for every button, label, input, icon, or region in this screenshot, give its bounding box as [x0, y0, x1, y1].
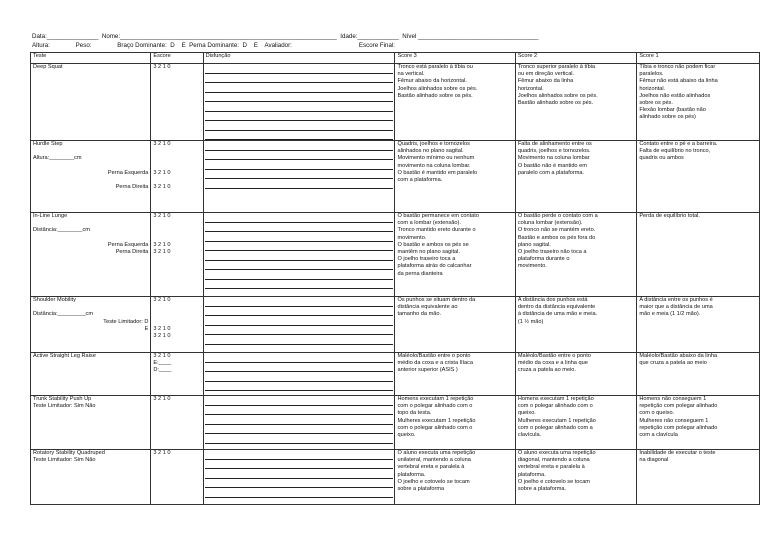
score-cell-line: 3 2 1 0: [153, 169, 171, 176]
score3-criteria-cell-line: O joelho e cotovelo se tocam: [397, 478, 470, 485]
test-name-cell: [31, 213, 151, 297]
score-cell: [151, 450, 203, 505]
test-name-cell-line: E: [144, 325, 149, 332]
dysfunction-write-line[interactable]: [205, 382, 394, 392]
score2-criteria-cell-line: Homens executam 1 repetição: [517, 396, 594, 402]
score2-criteria-cell-line: Movimento na coluna lombar: [517, 155, 590, 162]
score2-criteria-cell: [515, 64, 637, 141]
dysfunction-write-line[interactable]: [205, 406, 394, 416]
dysfunction-write-line[interactable]: [205, 372, 394, 382]
dysfunction-write-line[interactable]: [205, 297, 394, 307]
score1-criteria-cell-line: Contato entre o pé e a barreira.: [639, 141, 718, 147]
score1-criteria-cell-line: na diagonal: [639, 457, 669, 464]
dysfunction-write-line[interactable]: [205, 261, 394, 271]
score2-criteria-cell-line: plataforma durante o: [517, 256, 570, 263]
col-header-disfuncao: Disfunção: [203, 53, 395, 64]
score-cell: [151, 64, 203, 141]
score-cell: [151, 353, 203, 396]
score1-criteria-cell-line: mão e meia (1 1/2 mão).: [639, 311, 701, 318]
score2-criteria-cell: [515, 450, 637, 505]
test-name-cell: [31, 353, 151, 396]
dysfunction-cell: [203, 297, 395, 353]
table-row: [31, 213, 760, 297]
score1-criteria-cell-line: Inabilidade de executar o teste: [639, 450, 716, 456]
dysfunction-write-line[interactable]: [205, 270, 394, 280]
score1-criteria-cell-line: Perda de equilíbrio total.: [639, 213, 700, 219]
score-cell-line: 3 2 1 0: [153, 64, 171, 70]
dysfunction-write-line[interactable]: [205, 74, 394, 84]
score-cell-line: 3 2 1 0: [153, 184, 171, 191]
dysfunction-write-line[interactable]: [205, 83, 394, 93]
score1-criteria-cell-line: Tíbia e tronco não podem ficar: [639, 64, 716, 70]
score1-criteria-cell-line: paralelos.: [639, 71, 664, 78]
table-row: [31, 450, 760, 505]
score-cell-line: 3 2 1 0: [153, 241, 171, 248]
score3-criteria-cell-line: queixo.: [397, 432, 416, 439]
score1-criteria-cell-line: horizontal.: [639, 85, 666, 92]
dysfunction-write-line[interactable]: [205, 353, 394, 363]
score1-criteria-cell: [637, 141, 760, 213]
score1-criteria-cell-line: alinhado sobre os pés): [639, 114, 696, 121]
dysfunction-cell: [203, 141, 395, 213]
score1-criteria-cell-line: maior que a distância de uma: [639, 304, 713, 311]
score2-criteria-cell-line: Joelhos alinhados sobre os pés.: [517, 92, 598, 99]
test-name-cell-line: Teste Limitador: Sim Não: [33, 403, 96, 410]
score2-criteria-cell-line: com o polegar alinhado com a: [517, 424, 593, 431]
score2-criteria-cell-line: plano sagital.: [517, 241, 551, 248]
score2-criteria-cell-line: Falta de alinhamento entre os: [517, 141, 592, 147]
score-cell-line: [153, 155, 200, 162]
score1-criteria-cell: [637, 297, 760, 353]
score3-criteria-cell-line: O bastão permanece em contato: [397, 213, 479, 219]
score-cell-line: [153, 148, 200, 155]
score2-criteria-cell-line: dentro da distância equivalente: [517, 304, 596, 311]
test-name-cell-line: [33, 163, 148, 170]
score3-criteria-cell-line: O joelho traseiro toca a: [397, 256, 456, 263]
score2-criteria-cell-line: ou em direção vertical.: [517, 71, 575, 78]
score2-criteria-cell-line: sobre a plataforma.: [517, 486, 567, 493]
score2-criteria-cell: [515, 141, 637, 213]
score3-criteria-cell-line: anterior superior (ASIS ): [397, 367, 458, 374]
score2-criteria-cell-line: O tronco não se mantém ereto.: [517, 227, 596, 234]
score-cell-line: 3 2 1 0: [153, 353, 171, 359]
score3-criteria-cell-line: com o polegar alinhado com o: [397, 424, 473, 431]
score2-criteria-cell-line: coluna lombar (extensão).: [517, 220, 583, 227]
test-name-cell-line: Shoulder Mobility: [33, 297, 76, 303]
test-name-cell-line: Perna Direita: [115, 184, 149, 191]
test-name-cell: [31, 450, 151, 505]
score1-criteria-cell-line: Falta de equilíbrio no tronco,: [639, 148, 711, 155]
score2-criteria-cell-line: paralelo com a plataforma.: [517, 169, 585, 176]
dysfunction-write-line[interactable]: [205, 151, 394, 161]
score1-criteria-cell-line: repetição com polegar alinhado: [639, 403, 718, 410]
score3-criteria-cell: [395, 396, 515, 450]
score3-criteria-cell-line: alinhados no plano sagital.: [397, 148, 464, 155]
dysfunction-cell: [203, 353, 395, 396]
score2-criteria-cell: [515, 396, 637, 450]
score1-criteria-cell: [637, 396, 760, 450]
score1-criteria-cell-line: quadris ou ambos: [639, 155, 684, 162]
score3-criteria-cell-line: médio da coxa e a crista Ilíaca: [397, 360, 474, 367]
test-name-cell-line: Teste Limitador: Sim Não: [33, 457, 96, 464]
test-name-cell-line: [33, 148, 148, 155]
score3-criteria-cell-line: O bastão e ambos os pés se: [397, 241, 469, 248]
score2-criteria-cell-line: com o polegar alinhado com o: [517, 403, 593, 410]
test-name-cell-line: [33, 304, 148, 311]
score1-criteria-cell-line: que cruza a patela ao meio: [639, 360, 707, 367]
test-name-cell-line: Rotatory Stability Quadruped: [33, 450, 105, 456]
score-cell-line: 3 2 1 0: [153, 332, 171, 339]
score2-criteria-cell-line: (1 ½ mão): [517, 318, 544, 325]
score3-criteria-cell-line: O bastão é mantido em paralelo: [397, 169, 478, 176]
fms-score-table: [30, 52, 760, 505]
score-cell-line: [153, 177, 200, 184]
score1-criteria-cell-line: sobre os pés.: [639, 100, 673, 107]
dysfunction-write-line[interactable]: [205, 160, 394, 170]
test-name-cell-line: Altura:________cm: [33, 155, 82, 162]
score1-criteria-cell-line: A distância entre os punhos é: [639, 297, 713, 303]
score3-criteria-cell: [395, 64, 515, 141]
score3-criteria-cell-line: movimento.: [397, 234, 427, 241]
test-name-cell: [31, 141, 151, 213]
score-cell-line: 3 2 1 0: [153, 213, 171, 219]
score-cell: [151, 213, 203, 297]
dysfunction-write-line[interactable]: [205, 450, 394, 460]
test-name-cell-line: Trunk Stability Push Up: [33, 396, 92, 402]
dysfunction-write-line[interactable]: [205, 102, 394, 112]
score2-criteria-cell-line: O joelho e cotovelo se tocam: [517, 478, 590, 485]
dysfunction-write-line[interactable]: [205, 326, 394, 336]
score1-criteria-cell-line: Fêmur não está abaixo da linha: [639, 78, 718, 85]
score2-criteria-cell-line: Mulheres executam 1 repetição: [517, 417, 596, 424]
score3-criteria-cell-line: com a plataforma.: [397, 177, 443, 184]
score3-criteria-cell-line: com a lombar (extensão).: [397, 220, 461, 227]
score-cell-line: [153, 304, 200, 311]
score2-criteria-cell: [515, 213, 637, 297]
test-name-cell-line: Perna Direita: [115, 248, 149, 255]
score3-criteria-cell-line: Bastão alinhado sobre os pés.: [397, 92, 473, 99]
score3-criteria-cell: [395, 297, 515, 353]
score2-criteria-cell-line: movimento.: [517, 263, 547, 270]
test-name-cell-line: Active Straight Leg Raise: [33, 353, 96, 359]
dysfunction-write-line[interactable]: [205, 316, 394, 326]
score3-criteria-cell-line: na vertical.: [397, 71, 425, 78]
score2-criteria-cell: [515, 297, 637, 353]
test-name-cell-line: [33, 177, 148, 184]
score3-criteria-cell: [395, 450, 515, 505]
dysfunction-write-line[interactable]: [205, 179, 394, 189]
dysfunction-write-line[interactable]: [205, 479, 394, 489]
score3-criteria-cell-line: Maléolo/Bastão entre o ponto: [397, 353, 471, 359]
score2-criteria-cell-line: Tronco superior paralelo à tíbia: [517, 64, 596, 70]
score2-criteria-cell-line: plataforma.: [517, 471, 546, 478]
score2-criteria-cell: [515, 353, 637, 396]
dysfunction-write-line[interactable]: [205, 141, 394, 151]
score-cell: [151, 396, 203, 450]
dysfunction-write-line[interactable]: [205, 213, 394, 223]
score3-criteria-cell-line: plataforma.: [397, 471, 426, 478]
score3-criteria-cell-line: distância equivalente ao: [397, 304, 458, 311]
test-name-cell-line: Distância:_________cm: [33, 311, 94, 318]
score3-criteria-cell: [395, 353, 515, 396]
dysfunction-write-line[interactable]: [205, 396, 394, 406]
score3-criteria-cell-line: Joelhos alinhados sobre os pés.: [397, 85, 478, 92]
dysfunction-cell: [203, 396, 395, 450]
score2-criteria-cell-line: horizontal.: [517, 85, 544, 92]
score3-criteria-cell-line: Homens executam 1 repetição: [397, 396, 474, 402]
score3-criteria-cell-line: O aluno executa uma repetição: [397, 450, 476, 456]
score1-criteria-cell-line: Flexão lombar (bastão não: [639, 107, 706, 114]
test-name-cell-line: [33, 235, 148, 242]
test-name-cell: [31, 64, 151, 141]
score2-criteria-cell-line: vertebral ereta e paralela à: [517, 464, 585, 471]
score-cell-line: [153, 163, 200, 170]
score1-criteria-cell-line: com o queixo.: [639, 410, 675, 417]
score-cell-line: E:____: [153, 360, 172, 367]
score2-criteria-cell-line: clavícula.: [517, 432, 542, 439]
col-header-score1: Score 1: [637, 53, 760, 64]
score-cell: [151, 141, 203, 213]
dysfunction-write-line[interactable]: [205, 232, 394, 242]
test-name-cell: [31, 396, 151, 450]
score3-criteria-cell: [395, 213, 515, 297]
score2-criteria-cell-line: O bastão não é mantido em: [517, 162, 587, 169]
score2-criteria-cell-line: cruza a patela ao meio.: [517, 367, 576, 374]
table-row: [31, 396, 760, 450]
score3-criteria-cell-line: Mulheres executam 1 repetição: [397, 417, 476, 424]
dysfunction-write-line[interactable]: [205, 93, 394, 103]
score3-criteria-cell-line: Tronco está paralelo à tíbia ou: [397, 64, 473, 70]
score-cell-line: 3 2 1 0: [153, 325, 171, 332]
dysfunction-write-line[interactable]: [205, 251, 394, 261]
dysfunction-write-line[interactable]: [205, 469, 394, 479]
dysfunction-write-line[interactable]: [205, 460, 394, 470]
score2-criteria-cell-line: à distância de uma mão e meia.: [517, 311, 598, 318]
dysfunction-write-line[interactable]: [205, 280, 394, 290]
score3-criteria-cell-line: Fêmur abaixo da horizontal.: [397, 78, 467, 85]
score1-criteria-cell: [637, 353, 760, 396]
score-cell-line: [153, 220, 200, 227]
dysfunction-write-line[interactable]: [205, 112, 394, 122]
table-row: [31, 353, 760, 396]
score3-criteria-cell-line: movimento na coluna lombar.: [397, 162, 471, 169]
score2-criteria-cell-line: Fêmur abaixo da linha: [517, 78, 574, 85]
header-line-1: Data:_______________ Nome:_______________________________________________________________ Idade:____________ Nível ___________________________________: [32, 33, 539, 40]
score1-criteria-cell: [637, 450, 760, 505]
test-name-cell-line: In-Line Lunge: [33, 213, 68, 219]
score3-criteria-cell-line: plataforma atrás do calcanhar: [397, 263, 472, 270]
score2-criteria-cell-line: diagonal, mantendo a coluna: [517, 457, 590, 464]
score-cell-line: [153, 319, 200, 326]
score-cell-line: [153, 311, 200, 318]
dysfunction-write-line[interactable]: [205, 363, 394, 373]
score-cell-line: 3 2 1 0: [153, 248, 171, 255]
score3-criteria-cell-line: Tronco mantido ereto durante o: [397, 227, 476, 234]
table-row: [31, 297, 760, 353]
score3-criteria-cell-line: sobre a plataforma: [397, 486, 445, 493]
dysfunction-cell: [203, 64, 395, 141]
test-name-cell-line: Perna Esquerda: [107, 169, 149, 176]
score-cell: [151, 297, 203, 353]
score3-criteria-cell-line: Os punhos se situam dentro da: [397, 297, 476, 303]
test-name-cell-line: Hurdle Step: [33, 141, 63, 147]
test-name-cell-line: Teste Limitador: D: [103, 318, 149, 325]
score-cell-line: 3 2 1 0: [153, 396, 171, 402]
score1-criteria-cell-line: Homens não conseguem 1: [639, 396, 707, 402]
score3-criteria-cell: [395, 141, 515, 213]
score1-criteria-cell: [637, 213, 760, 297]
dysfunction-write-line[interactable]: [205, 425, 394, 435]
col-header-score2: Score 2: [515, 53, 637, 64]
dysfunction-write-line[interactable]: [205, 335, 394, 345]
score3-criteria-cell-line: Movimento mínimo ou nenhum: [397, 155, 475, 162]
score3-criteria-cell-line: vertebral ereta e paralela à: [397, 464, 465, 471]
score3-criteria-cell-line: tamanho da mão.: [397, 311, 442, 318]
score-cell-line: 3 2 1 0: [153, 297, 171, 303]
dysfunction-write-line[interactable]: [205, 170, 394, 180]
dysfunction-write-line[interactable]: [205, 434, 394, 444]
score2-criteria-cell-line: queixo.: [517, 410, 536, 417]
score2-criteria-cell-line: A distância dos punhos está: [517, 297, 588, 303]
score2-criteria-cell-line: Maléolo/Bastão entre o ponto: [517, 353, 591, 359]
dysfunction-write-line[interactable]: [205, 121, 394, 131]
score1-criteria-cell-line: Joelhos não estão alinhados: [639, 92, 711, 99]
score3-criteria-cell-line: Quadris, joelhos e tornozelos: [397, 141, 470, 147]
table-row: [31, 141, 760, 213]
dysfunction-write-line[interactable]: [205, 307, 394, 317]
score2-criteria-cell-line: O joelho traseiro não toca a: [517, 249, 587, 256]
table-header-row: [31, 53, 760, 64]
score1-criteria-cell: [637, 64, 760, 141]
score3-criteria-cell-line: unilateral, mantendo a coluna: [397, 457, 471, 464]
dysfunction-cell: [203, 213, 395, 297]
test-name-cell-line: Distância:________cm: [33, 227, 90, 234]
score3-criteria-cell-line: mantêm no plano sagital.: [397, 249, 460, 256]
test-name-cell: [31, 297, 151, 353]
score1-criteria-cell-line: Maléolo/Bastão abaixo da linha: [639, 353, 718, 359]
dysfunction-write-line[interactable]: [205, 488, 394, 498]
col-header-teste: Teste: [31, 53, 151, 64]
score-cell-line: [153, 235, 200, 242]
score3-criteria-cell-line: da perna dianteira: [397, 270, 443, 277]
score3-criteria-cell-line: topo da testa.: [397, 410, 432, 417]
dysfunction-write-line[interactable]: [205, 415, 394, 425]
score1-criteria-cell-line: repetição com polegar alinhado: [639, 424, 718, 431]
col-header-score3: Score 3: [395, 53, 515, 64]
score-cell-line: D:____: [153, 367, 172, 374]
col-header-escore: Escore: [151, 53, 203, 64]
dysfunction-write-line[interactable]: [205, 223, 394, 233]
dysfunction-write-line[interactable]: [205, 64, 394, 74]
score2-criteria-cell-line: O aluno executa uma repetição: [517, 450, 596, 456]
score1-criteria-cell-line: Mulheres não conseguem 1: [639, 417, 709, 424]
test-name-cell-line: Deep Squat: [33, 64, 63, 70]
test-name-cell-line: [33, 220, 148, 227]
test-name-cell-line: Perna Esquerda: [107, 241, 149, 248]
score2-criteria-cell-line: Bastão alinhado sobre os pés.: [517, 100, 594, 107]
dysfunction-cell: [203, 450, 395, 505]
score3-criteria-cell-line: com o polegar alinhado com o: [397, 403, 473, 410]
header-line-2: Altura: Peso: Braço Dominante: D E Perna Dominante: D E Avaliador: Escore Final:: [32, 42, 396, 49]
score1-criteria-cell-line: com a clavícula: [639, 432, 678, 439]
dysfunction-write-line[interactable]: [205, 131, 394, 141]
score-cell-line: 3 2 1 0: [153, 450, 171, 456]
score2-criteria-cell-line: quadris, joelhos e tornozelos.: [517, 148, 591, 155]
score2-criteria-cell-line: Bastão e ambos os pés fora do: [517, 234, 596, 241]
score2-criteria-cell-line: médio da coxa e a linha que: [517, 360, 588, 367]
score2-criteria-cell-line: O bastão perde o contato com a: [517, 213, 598, 219]
table-row: [31, 64, 760, 141]
score-cell-line: 3 2 1 0: [153, 141, 171, 147]
dysfunction-write-line[interactable]: [205, 242, 394, 252]
score-cell-line: [153, 227, 200, 234]
